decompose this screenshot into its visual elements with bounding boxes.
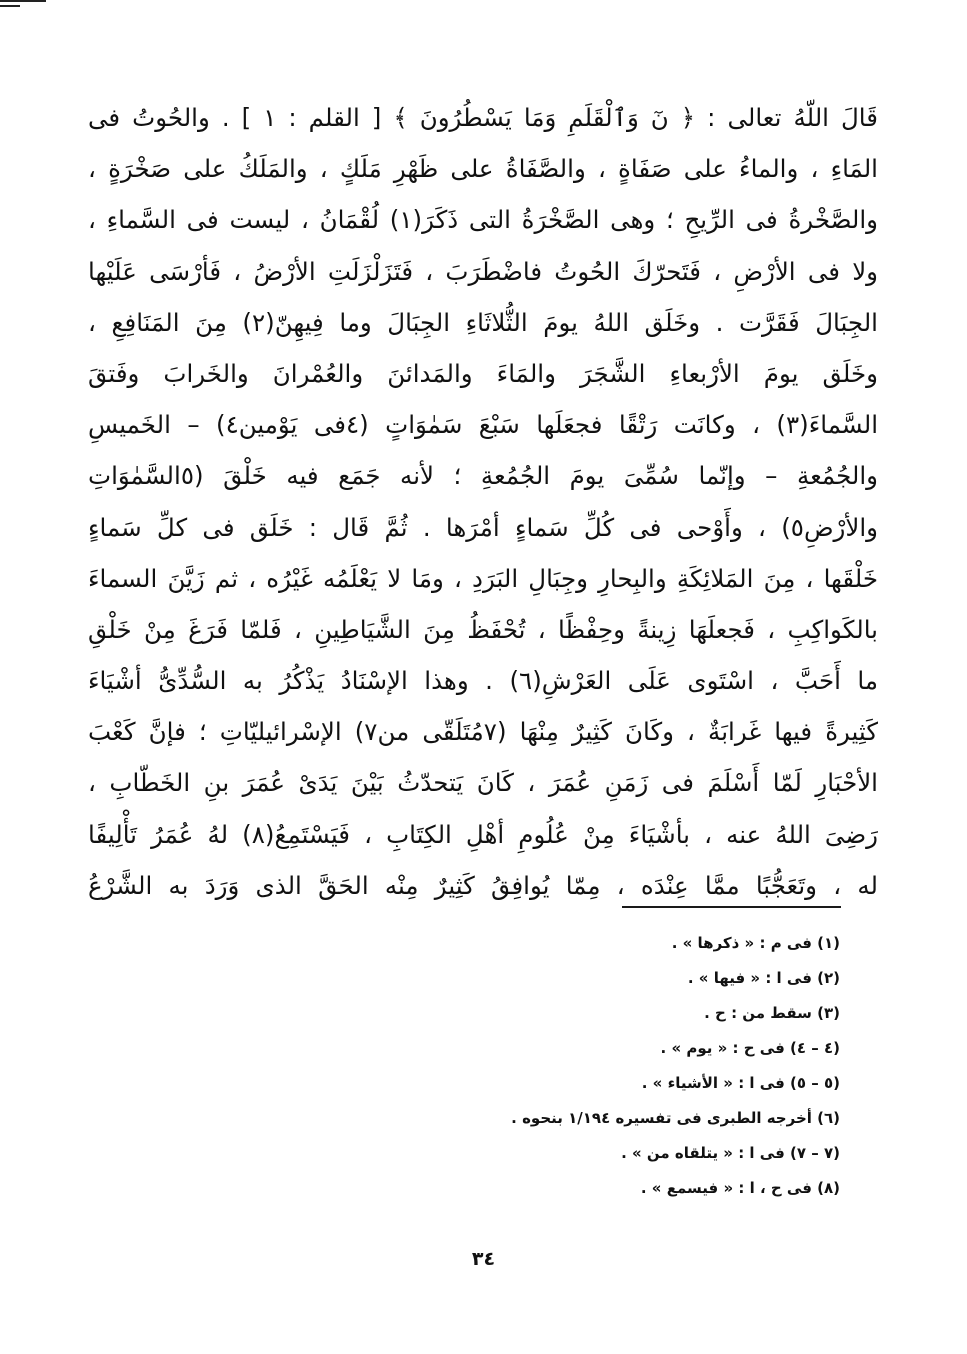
footnote: (٦) أخرجه الطبرى فى تفسيره ١/١٩٤ بنحوه .	[511, 1109, 840, 1127]
text-line: والصَّخْرةُ فى الرِّيحِ ؛ وهى الصَّخْرَةُ التى ذَكَرَ(١) لُقْمَانُ ، ليست فى السَّماءِ ،	[88, 205, 878, 235]
footnote: (٣) سقط من : ح .	[704, 1004, 840, 1022]
text-line: بالكَواكِبِ ، فَجعلَهَا زِينةً وحِفْظًا ، تُحْفَظُ مِنَ الشَّيَاطِينِ ، فَلمّا فَرَغَ مِنْ خَلْقِ	[88, 614, 878, 644]
page-number: ٣٤	[471, 1248, 496, 1270]
text-line: رَضِىَ اللهُ عنه ، بأشْيَاءَ مِنْ عُلُومِ أهْلِ الكِتَابِ ، فَيَسْتَمِعُ(٨) لهُ عُمَرُ تَأْلِيفًا	[88, 819, 878, 849]
text-line: وخَلَق يومَ الأرْبعاءِ الشَّجَرَ والمَاءَ والمَدائنَ والعُمْرانَ والخَرابَ وفَتقَ	[88, 358, 878, 388]
text-line: له ، وتَعَجُّبًا ممَّا عِنْدَه ، مِمّا يُوافِقُ كَثِيرٌ مِنْه الحَقَّ الذى وَرَدَ به الشَّرْعُ	[88, 870, 878, 900]
text-line: قَالَ اللّهُ تعالى : ﴿ نٓ وَٱلْقَلَمِ وَمَا يَسْطُرُونَ ﴾ [ القلم : ١ ] . والحُوتُ فى	[88, 103, 878, 132]
scan-corner-mark	[0, 0, 46, 9]
text-line: والجُمُعةِ – وإنّما سُمِّىَ يومَ الجُمُعةِ ؛ لأنه جَمَع فيه خَلْقَ (٥السَّمٰوَاتِ	[88, 461, 878, 491]
footnotes	[380, 926, 840, 1206]
text-line: السَّماءَ(٣) ، وكانَت رَتْقًا فجعَلَها سَبْعَ سَمٰوَاتٍ (٤فى يَوْمين٤) – الخَميسِ	[88, 410, 878, 440]
text-line: خَلْقَها ، مِنَ المَلائِكَةِ والبِحارِ وجِبَالِ البَرَدِ ، ومَا لا يَعْلَمُه غَيْرُه ، ثم زَيَّنَ السماءَ	[88, 563, 878, 593]
footnote-separator	[622, 906, 841, 908]
footnote: (٥ – ٥) فى ا : « الأشياء » .	[641, 1074, 840, 1092]
footnote: (٧ – ٧) فى ا : « يتلقاه من » .	[621, 1144, 840, 1162]
text-line: الأحْبَارِ لَمّا أَسْلَمَ فى زَمَنِ عُمَرَ ، كَانَ يَتحدّثُ بَيْنَ يَدَىْ عُمَرَ بنِ الخَطّابِ ،	[88, 768, 878, 798]
text-line: الجِبَالَ فَقَرَّت . وخَلَق اللهُ يومَ الثُّلاثَاءِ الجِبَالَ وما فِيهِنّ(٢) مِنَ المَنَافِعِ ،	[88, 307, 878, 337]
footnote: (٤ – ٤) فى ح : « يوم » .	[660, 1039, 840, 1057]
footnote: (٨) فى ح ، ا : « فيسمع » .	[640, 1179, 840, 1197]
text-line: والأرْضِ٥) ، وأَوْحى فى كُلِّ سَماءٍ أمْرَها . ثُمَّ قَال : خَلَق فى كلِّ سَماءٍ	[88, 512, 878, 542]
text-line: ولا فى الأرْضِ ، فَتَحرّكَ الحُوتُ فاضْطَرَبَ ، فَتَزَلْزَلَتِ الأرْضُ ، فَأرْسَى عَلَيْها	[88, 256, 878, 286]
text-line: ما أَحَبَّ ، اسْتَوى عَلَى العَرْشِ(٦) . وهذا الإسْنَادُ يَذْكُرُ به السُّدِّىُّ أشْيَاءَ	[88, 666, 878, 696]
footnote: (١) فى م : « ذكرها » .	[671, 934, 840, 952]
main-text	[88, 92, 878, 911]
text-line: المَاءِ ، والماءُ على صَفَاةٍ ، والصَّفَاةُ على ظَهْرِ مَلَكٍ ، والمَلَكُ على صَخْرَةٍ ،	[88, 154, 878, 184]
footnote: (٢) فى ا : « فيها » .	[687, 969, 840, 987]
text-line: كَثِيرةً فيها غَرابَةٌ ، وكَانَ كَثِيرٌ مِنْهَا (٧مُتَلَقّى من٧) الإسْرائيليّاتِ ؛ فإنَّ كَعْبَ	[88, 717, 878, 747]
